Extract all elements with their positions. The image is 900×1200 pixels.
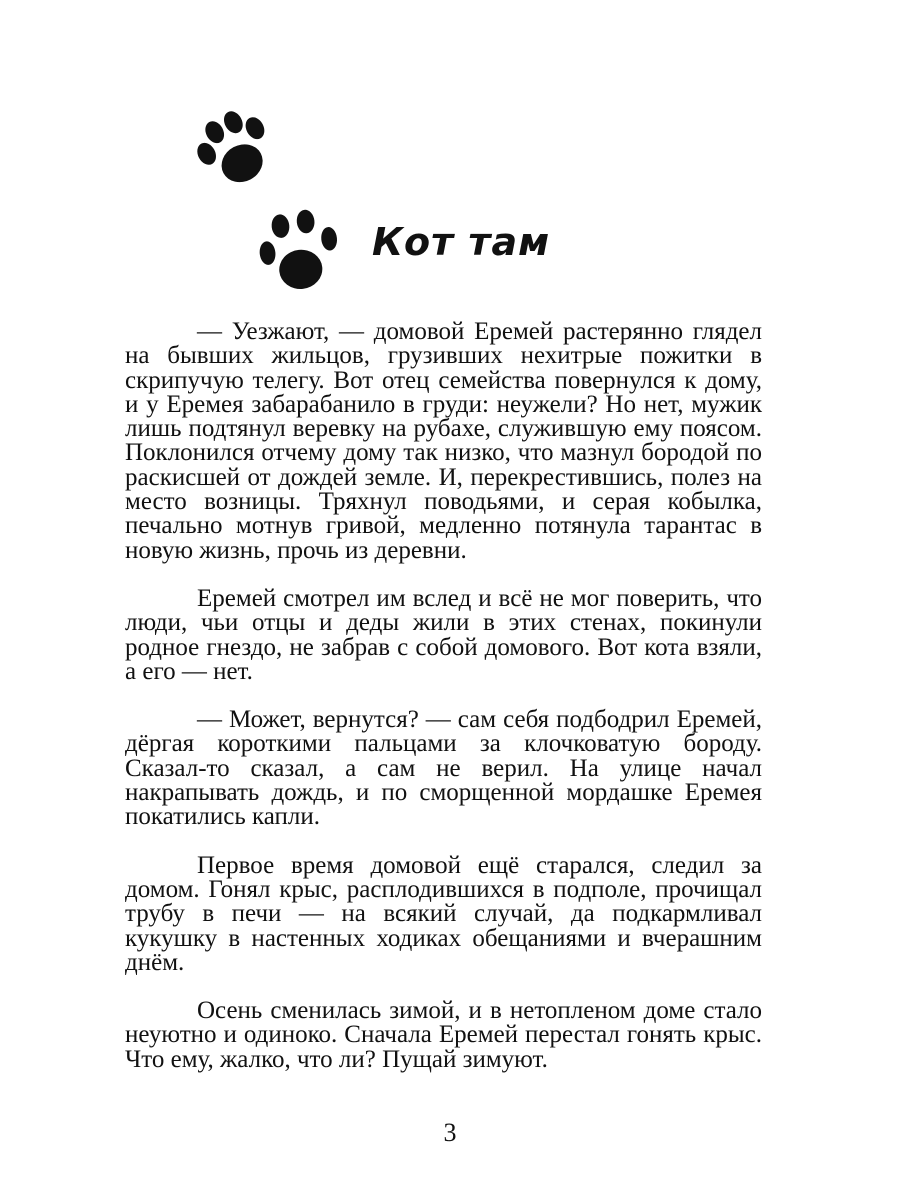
body-text	[125, 320, 762, 1096]
paragraph: Первое время домовой ещё старался, следил за домом. Гонял крыс, расплодившихся в подполе, прочищал трубу в печи — на всякий случай, да подкармливал кукушку в настенных ходиках обещаниями и вчерашним днём.	[125, 851, 762, 976]
paragraph: — Уезжают, — домовой Еремей растерянно глядел на бывших жильцов, грузивших нехитрые пожитки в скрипучую телегу. Вот отец семейства повернулся к дому, и у Еремея забарабанило в груди: неужели? Но нет, мужик лишь подтянул веревку на рубахе, служившую ему поясом. Поклонился отчему дому так низко, что мазнул бородой по раскисшей от дождей земле. И, перекрестившись, полез на место возницы. Тряхнул поводьями, и серая кобылка, печально мотнув гривой, медленно потянула тарантас в новую жизнь, прочь из деревни.	[125, 318, 762, 564]
paw-print-icon	[248, 203, 346, 301]
paw-print-icon	[186, 100, 282, 196]
paragraph: Осень сменилась зимой, и в нетопленом доме стало неуютно и одиноко. Сначала Еремей перестал гонять крыс. Что ему, жалко, что ли? Пущай зимуют.	[125, 997, 762, 1073]
paragraph: — Может, вернутся? — сам себя подбодрил Еремей, дёргая короткими пальцами за клочковатую бороду. Сказал-то сказал, а сам не верил. На улице начал накрапывать дождь, и по сморщенной мордашке Еремея покатились капли.	[125, 706, 762, 831]
paragraph: Еремей смотрел им вслед и всё не мог поверить, что люди, чьи отцы и деды жили в этих стенах, покинули родное гнездо, не забрав с собой домового. Вот кота взяли, а его — нет.	[125, 584, 762, 685]
chapter-title: Кот там	[372, 220, 551, 264]
page-number: 3	[443, 1118, 457, 1147]
